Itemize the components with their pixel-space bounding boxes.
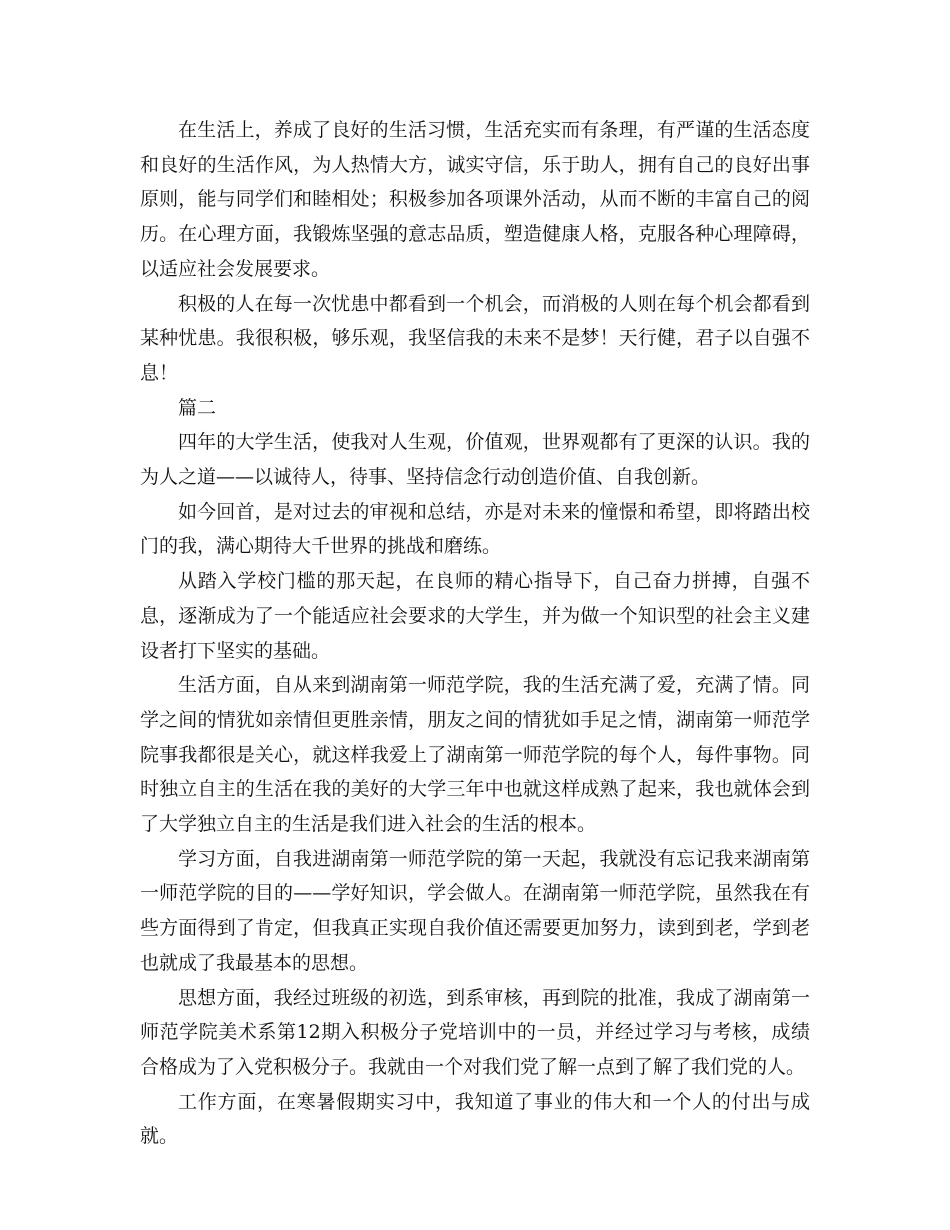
section-heading: 篇二	[178, 396, 217, 419]
document-body	[140, 113, 810, 1154]
paragraph-four-years: 四年的大学生活，使我对人生观，价值观，世界观都有了更深的认识。我的为人之道——以诚待人，待事、坚持信念行动创造价值、自我创新。	[140, 431, 810, 489]
paragraph-life-aspect: 生活方面，自从来到湖南第一师范学院，我的生活充满了爱，充满了情。同学之间的情犹如亲情但更胜亲情，朋友之间的情犹如手足之情，湖南第一师范学院事我都很是关心，就这样我爱上了湖南第一师范学院的每个人，每件事物。同时独立自主的生活在我的美好的大学三年中也就这样成熟了起来，我也就体会到了大学独立自主的生活是我们进入社会的生活的根本。	[140, 674, 810, 836]
paragraph-thought-aspect: 思想方面，我经过班级的初选，到系审核，再到院的批准，我成了湖南第一师范学院美术系第12期入积极分子党培训中的一员，并经过学习与考核，成绩合格成为了入党积极分子。我就由一个对我们党了解一点到了解了我们党的人。	[140, 986, 810, 1078]
paragraph-study-aspect: 学习方面，自我进湖南第一师范学院的第一天起，我就没有忘记我来湖南第一师范学院的目的——学好知识，学会做人。在湖南第一师范学院，虽然我在有些方面得到了肯定，但我真正实现自我价值还需要更加努力，读到到老，学到老也就成了我最基本的思想。	[140, 847, 810, 974]
paragraph-work-aspect: 工作方面，在寒暑假期实习中，我知道了事业的伟大和一个人的付出与成就。	[140, 1090, 810, 1148]
paragraph-positive-attitude: 积极的人在每一次忧患中都看到一个机会，而消极的人则在每个机会都看到某种忧患。我很积极，够乐观，我坚信我的未来不是梦！天行健，君子以自强不息！	[140, 292, 810, 384]
paragraph-since-entering: 从踏入学校门槛的那天起，在良师的精心指导下，自己奋力拼搏，自强不息，逐渐成为了一个能适应社会要求的大学生，并为做一个知识型的社会主义建设者打下坚实的基础。	[140, 570, 810, 662]
paragraph-life: 在生活上，养成了良好的生活习惯，生活充实而有条理，有严谨的生活态度和良好的生活作风，为人热情大方，诚实守信，乐于助人，拥有自己的良好出事原则，能与同学们和睦相处；积极参加各项课外活动，从而不断的丰富自己的阅历。在心理方面，我锻炼坚强的意志品质，塑造健康人格，克服各种心理障碍，以适应社会发展要求。	[140, 119, 810, 280]
paragraph-looking-back: 如今回首，是对过去的审视和总结，亦是对未来的憧憬和希望，即将踏出校门的我，满心期待大千世界的挑战和磨练。	[140, 500, 810, 558]
